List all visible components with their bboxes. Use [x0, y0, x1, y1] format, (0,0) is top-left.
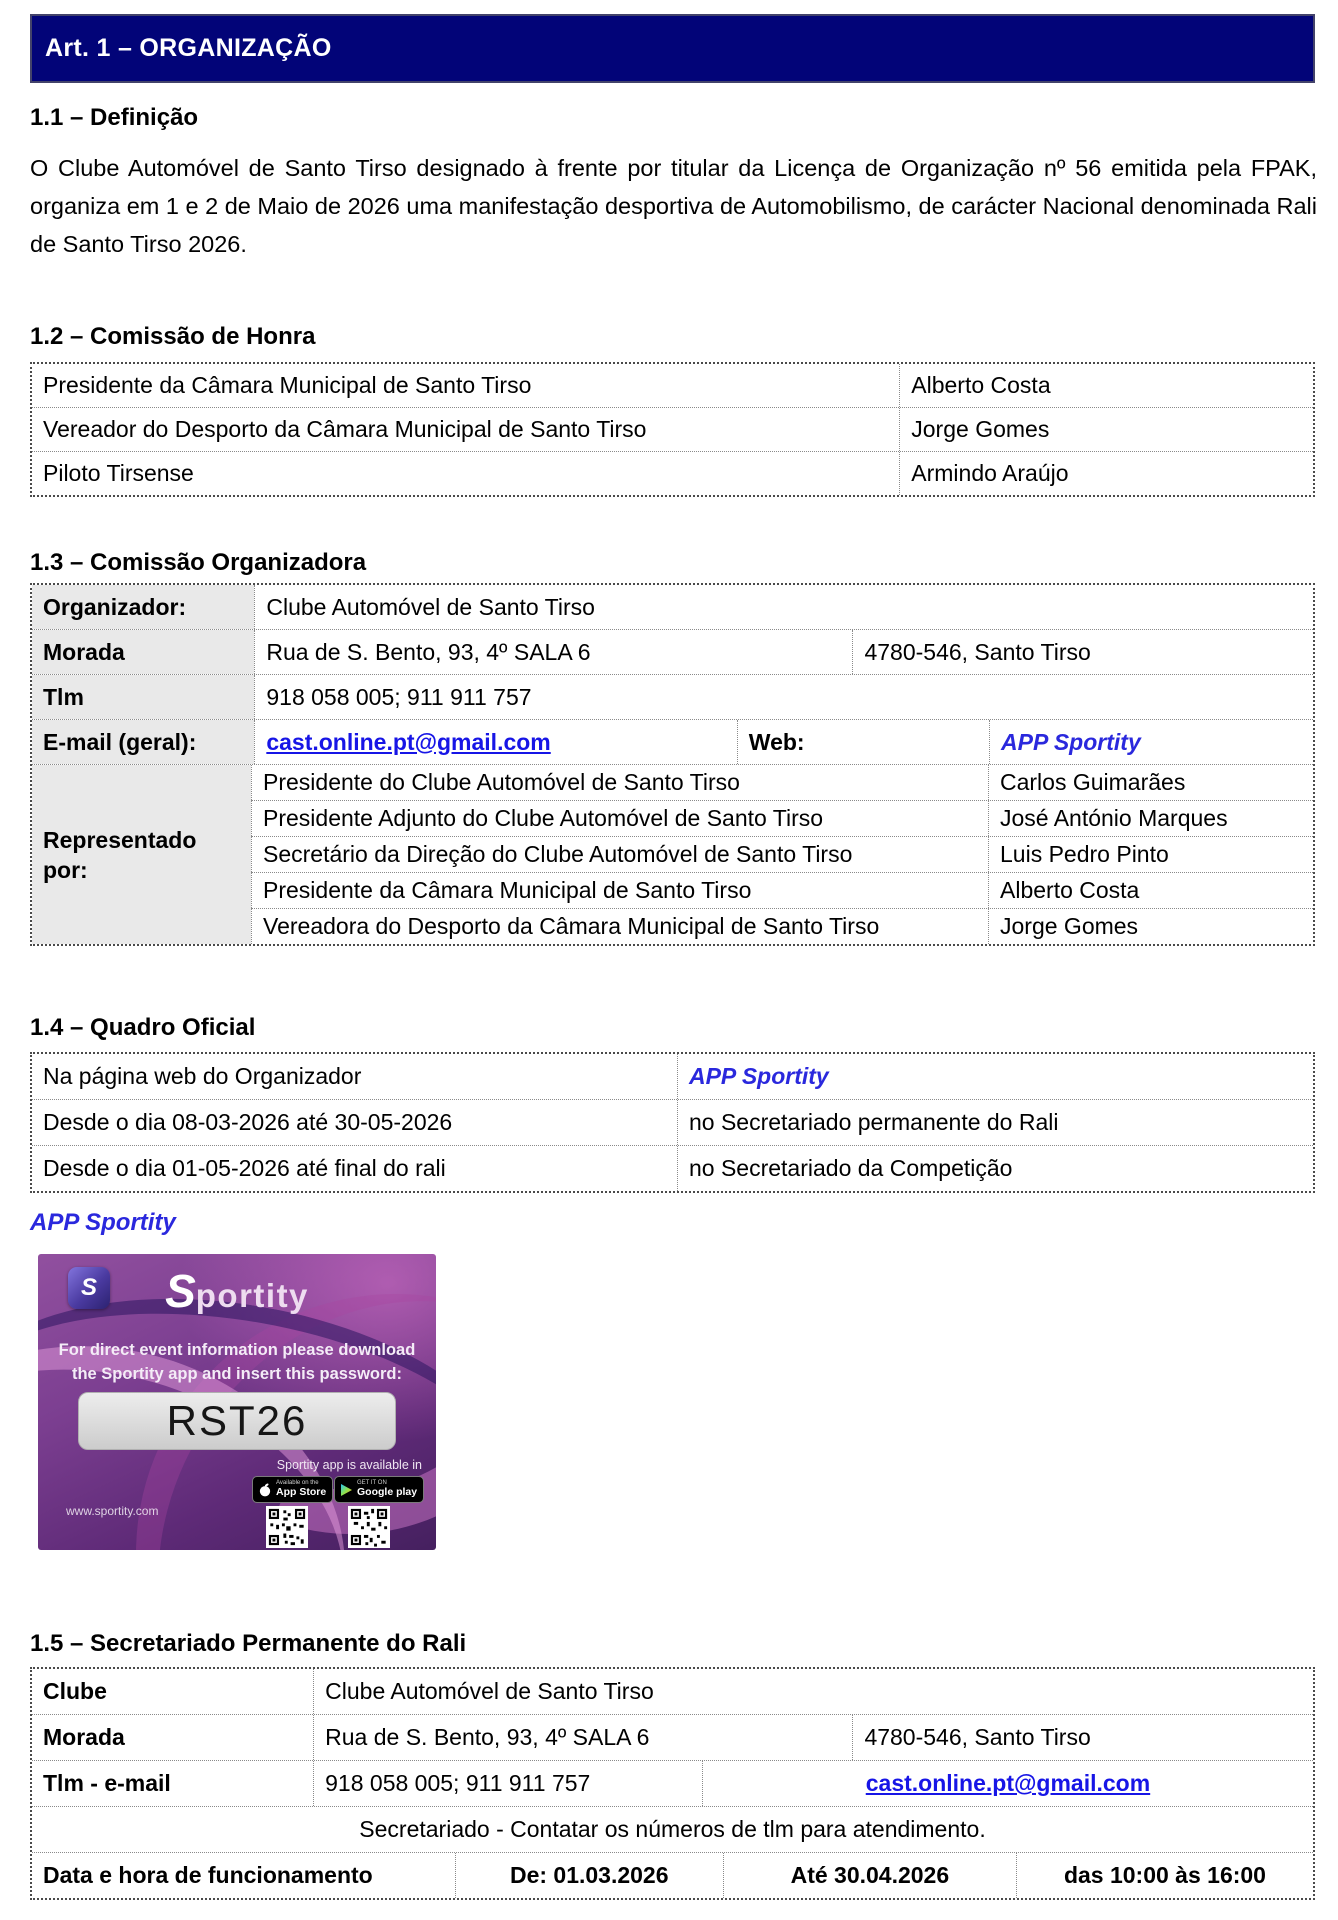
apple-icon — [259, 1483, 271, 1497]
name-cell: Carlos Guimarães — [988, 765, 1313, 800]
table-row — [32, 364, 1313, 407]
name-cell: Alberto Costa — [899, 364, 1313, 407]
name-cell: Luis Pedro Pinto — [988, 837, 1313, 872]
table-row — [32, 585, 1313, 629]
role-cell: Presidente Adjunto do Clube Automóvel de Santo Tirso — [251, 801, 988, 836]
qr-code-google-play — [348, 1506, 390, 1548]
table-row — [32, 1669, 1313, 1714]
email-cell — [702, 1761, 1313, 1806]
table-row — [32, 1054, 1313, 1099]
table-row — [32, 629, 1313, 674]
right-cell: no Secretariado permanente do Rali — [677, 1100, 1313, 1145]
morada-city: 4780-546, Santo Tirso — [852, 630, 1313, 674]
name-cell: Jorge Gomes — [899, 408, 1313, 451]
badge-big-text: Google play — [357, 1486, 418, 1499]
sportity-logo-initial: S — [165, 1265, 196, 1317]
tlm-value: 918 058 005; 911 911 757 — [254, 675, 1313, 719]
name-cell: Jorge Gomes — [988, 909, 1313, 944]
name-cell: Armindo Araújo — [899, 452, 1313, 495]
role-cell: Piloto Tirsense — [43, 460, 194, 486]
left-cell: Desde o dia 01-05-2026 até final do rali — [43, 1155, 446, 1181]
tagline-line1: For direct event information please download — [58, 1341, 416, 1359]
table-row — [32, 1714, 1313, 1760]
sportity-logo-rest: portity — [195, 1277, 309, 1314]
table-row — [251, 872, 1313, 908]
clube-label: Clube — [43, 1678, 107, 1704]
event-password: RST26 — [166, 1397, 308, 1444]
role-cell: Presidente do Clube Automóvel de Santo Tirso — [251, 765, 988, 800]
availability-text: Sportity app is available in — [276, 1458, 422, 1472]
badge-small-text: Available on the — [276, 1480, 319, 1487]
representado-label: Representado por: — [32, 765, 251, 944]
email-label: E-mail (geral): — [32, 720, 254, 764]
article-header-bar — [30, 14, 1315, 83]
card-tagline — [38, 1338, 436, 1386]
morada-label: Morada — [32, 630, 254, 674]
morada-street: Rua de S. Bento, 93, 4º SALA 6 — [313, 1715, 852, 1760]
representado-rows — [251, 765, 1313, 944]
table-row — [251, 765, 1313, 800]
email-link[interactable]: cast.online.pt@gmail.com — [266, 728, 551, 755]
section-heading-1-1: 1.1 – Definição — [30, 104, 199, 131]
email-cell — [254, 720, 736, 764]
tlm-value: 918 058 005; 911 911 757 — [313, 1761, 702, 1806]
role-cell: Presidente da Câmara Municipal de Santo Tirso — [43, 372, 532, 398]
role-cell: Vereadora do Desporto da Câmara Municipal de Santo Tirso — [251, 909, 988, 944]
representado-block — [32, 764, 1313, 944]
qr-code-app-store — [266, 1506, 308, 1548]
name-cell: Alberto Costa — [988, 873, 1313, 908]
table-row — [251, 800, 1313, 836]
definition-paragraph: O Clube Automóvel de Santo Tirso designado à frente por titular da Licença de Organização nº 56 emitida pela FPAK, organiza em 1 e 2 de Maio de 2026 uma manifestação desportiva de Automobilismo, de carácter Nacional denominada Rali de Santo Tirso 2026. — [30, 155, 1317, 257]
tlm-label: Tlm — [32, 675, 254, 719]
app-sportity-link[interactable]: APP Sportity — [688, 1063, 829, 1089]
quadro-oficial-table — [30, 1052, 1315, 1193]
table-row — [32, 407, 1313, 451]
role-cell: Vereador do Desporto da Câmara Municipal de Santo Tirso — [43, 416, 647, 442]
schedule-label: Data e hora de funcionamento — [43, 1862, 373, 1888]
clube-value: Clube Automóvel de Santo Tirso — [313, 1669, 1313, 1714]
table-row — [251, 836, 1313, 872]
morada-city: 4780-546, Santo Tirso — [852, 1715, 1313, 1760]
email-link[interactable]: cast.online.pt@gmail.com — [865, 1770, 1151, 1796]
app-sportity-line — [30, 1209, 176, 1237]
morada-label: Morada — [43, 1724, 125, 1750]
right-cell — [677, 1054, 1313, 1099]
google-play-badge — [334, 1476, 424, 1503]
comissao-honra-table — [30, 362, 1315, 497]
table-row — [32, 1806, 1313, 1852]
web-label: Web: — [737, 720, 989, 764]
badge-small-text: GET IT ON — [357, 1480, 387, 1487]
password-box — [78, 1392, 396, 1450]
app-sportity-link[interactable]: APP Sportity — [1001, 728, 1141, 755]
table-row — [32, 674, 1313, 719]
organizador-value: Clube Automóvel de Santo Tirso — [254, 585, 1313, 629]
web-cell — [989, 720, 1313, 764]
schedule-hours: das 10:00 às 16:00 — [1016, 1853, 1313, 1898]
secretariado-table — [30, 1667, 1315, 1900]
organizador-label: Organizador: — [32, 585, 254, 629]
table-row — [32, 451, 1313, 495]
comissao-organizadora-table — [30, 583, 1315, 946]
google-play-badge-text — [357, 1480, 417, 1498]
sportity-website: www.sportity.com — [66, 1504, 159, 1518]
sportity-app-icon: S — [68, 1267, 110, 1309]
secretariado-note: Secretariado - Contatar os números de tlm para atendimento. — [359, 1816, 986, 1842]
role-cell: Secretário da Direção do Clube Automóvel de Santo Tirso — [251, 837, 988, 872]
badge-big-text: App Store — [276, 1486, 327, 1499]
schedule-to: Até 30.04.2026 — [723, 1853, 1016, 1898]
sportity-card-image — [38, 1254, 436, 1550]
table-row — [32, 1145, 1313, 1191]
left-cell: Na página web do Organizador — [43, 1063, 362, 1089]
table-row — [32, 719, 1313, 764]
left-cell: Desde o dia 08-03-2026 até 30-05-2026 — [43, 1109, 453, 1135]
table-row — [32, 1852, 1313, 1898]
section-heading-1-5: 1.5 – Secretariado Permanente do Rali — [30, 1630, 467, 1657]
article-title: Art. 1 – ORGANIZAÇÃO — [45, 34, 332, 62]
section-heading-1-3: 1.3 – Comissão Organizadora — [30, 549, 367, 576]
morada-street: Rua de S. Bento, 93, 4º SALA 6 — [254, 630, 852, 674]
app-sportity-link[interactable]: APP Sportity — [30, 1209, 176, 1236]
table-row — [251, 908, 1313, 944]
schedule-from: De: 01.03.2026 — [455, 1853, 723, 1898]
section-heading-1-2: 1.2 – Comissão de Honra — [30, 323, 316, 350]
role-cell: Presidente da Câmara Municipal de Santo Tirso — [251, 873, 988, 908]
table-row — [32, 1760, 1313, 1806]
app-store-badge — [252, 1476, 333, 1503]
section-heading-1-4: 1.4 – Quadro Oficial — [30, 1014, 256, 1041]
app-store-badge-text — [276, 1480, 326, 1498]
sportity-logo — [38, 1264, 436, 1318]
right-cell: no Secretariado da Competição — [677, 1146, 1313, 1191]
tagline-line2: the Sportity app and insert this password: — [71, 1365, 403, 1383]
play-icon — [341, 1484, 352, 1496]
name-cell: José António Marques — [988, 801, 1313, 836]
tlm-email-label: Tlm - e-mail — [43, 1770, 171, 1796]
table-row — [32, 1099, 1313, 1145]
